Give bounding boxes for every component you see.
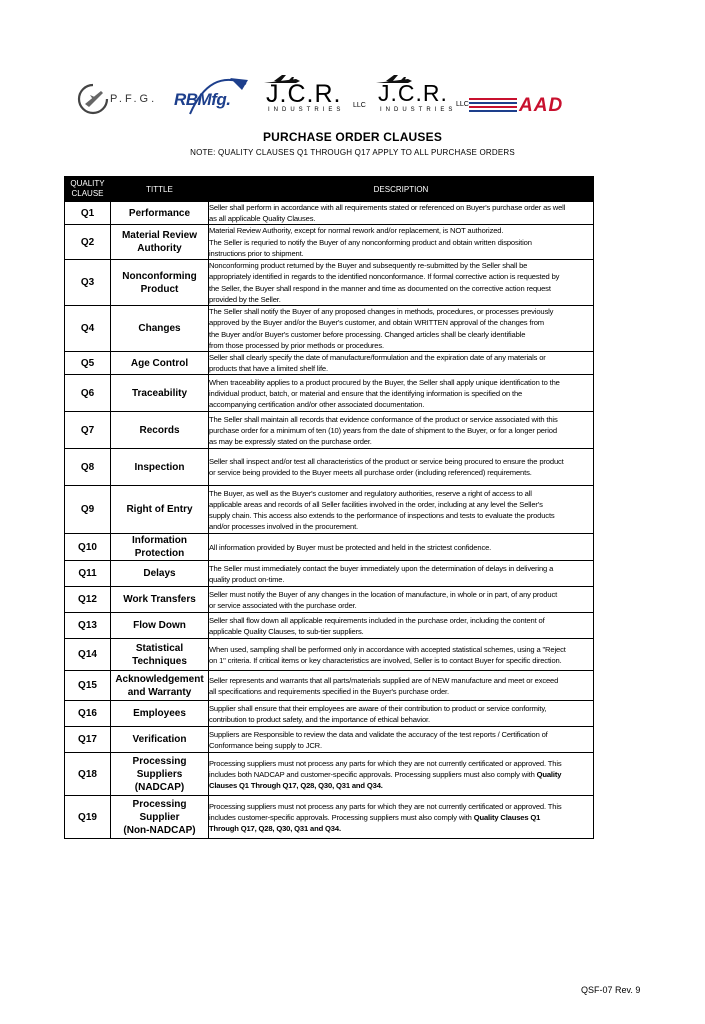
description-line <box>209 644 593 655</box>
description-text: applicable Quality Clauses, to sub-tier suppliers. <box>209 626 364 636</box>
description-line <box>209 306 593 317</box>
clause-code: Q1 <box>65 202 111 225</box>
clause-title-line: Work Transfers <box>123 594 196 606</box>
clause-title-line: Techniques <box>132 655 187 667</box>
description-line <box>209 655 593 666</box>
clause-title-line: Right of Entry <box>126 504 193 516</box>
clause-title <box>111 202 209 225</box>
clause-title-line: Product <box>140 283 179 295</box>
clause-title <box>111 587 209 613</box>
clause-title <box>111 225 209 260</box>
description-line <box>209 600 593 611</box>
clause-code: Q10 <box>65 534 111 561</box>
table-header-row <box>65 177 594 202</box>
clause-title-line: Supplier <box>139 811 180 823</box>
page-note: NOTE: QUALITY CLAUSES Q1 THROUGH Q17 APPLY TO ALL PURCHASE ORDERS <box>190 148 515 157</box>
description-text: or service associated with the purchase order. <box>209 600 357 610</box>
description-line <box>209 352 593 363</box>
table-row <box>65 306 594 352</box>
header-clause-line1: QUALITY <box>70 179 105 188</box>
clause-description <box>209 587 594 613</box>
description-line <box>209 801 593 812</box>
clause-title <box>111 753 209 796</box>
description-text: includes both NADCAP and customer-specific approvals. Processing suppliers must also comply with <box>209 769 537 779</box>
clause-description <box>209 352 594 375</box>
description-line <box>209 248 593 259</box>
clause-title-line: Protection <box>134 548 185 560</box>
description-line <box>209 467 593 478</box>
description-text: Seller must notify the Buyer of any changes in the location of manufacture, in whole or in part, of any product <box>209 589 558 599</box>
jcr-logo-text: J.C.R. <box>266 80 342 108</box>
table-row <box>65 260 594 306</box>
clause-title-line: and Warranty <box>127 686 192 698</box>
description-line <box>209 377 593 388</box>
description-text: Processing suppliers must not process any parts for which they are not currently certificated or approved. This <box>209 801 562 811</box>
clause-description <box>209 412 594 449</box>
clause-title-line: Flow Down <box>133 620 186 632</box>
description-line <box>209 589 593 600</box>
description-text: accompanying certification and/or other associated documentation. <box>209 400 425 410</box>
description-text: Seller shall clearly specify the date of manufacture/formulation and the expiration date of any materials or <box>209 353 546 363</box>
table-row <box>65 449 594 486</box>
description-text: Nonconforming product returned by the Buyer and subsequently re-submitted by the Seller shall be <box>209 261 528 271</box>
clause-code: Q16 <box>65 701 111 727</box>
clause-title-line: Traceability <box>131 387 188 399</box>
description-text: appropriately identified in regards to the identified nonconformance. If formal corrective action is requested by <box>209 272 560 282</box>
clause-title-line: (Non-NADCAP) <box>123 824 196 836</box>
description-text: as may be expressly stated on the purchase order. <box>209 437 372 447</box>
description-line <box>209 703 593 714</box>
description-line <box>209 563 593 574</box>
clause-code: Q9 <box>65 486 111 534</box>
table-row <box>65 561 594 587</box>
clause-description <box>209 796 594 839</box>
clause-title-line: Age Control <box>130 357 189 369</box>
clause-code: Q12 <box>65 587 111 613</box>
description-line <box>209 225 593 236</box>
clause-title-line: Acknowledgement <box>115 673 204 685</box>
description-text: When used, sampling shall be performed only in accordance with accepted statistical schemes, using a "Reject <box>209 644 566 654</box>
description-text: purchase order for a minimum of ten (10) years from the date of shipment to the Buyer, or for a longer period <box>209 425 557 435</box>
clause-title <box>111 671 209 701</box>
description-line <box>209 510 593 521</box>
jcr-logo-1 <box>258 74 368 122</box>
clause-code: Q6 <box>65 375 111 412</box>
clause-title <box>111 352 209 375</box>
description-line <box>209 499 593 510</box>
description-line <box>209 675 593 686</box>
description-line <box>209 521 593 532</box>
description-text: the Seller, the Buyer shall respond in the manner and time as documented on the corrective action request <box>209 283 551 293</box>
description-text: approved by the Buyer and/or the Buyer's customer, and obtain WRITTEN approval of the changes from <box>209 318 544 328</box>
description-text: applicable areas and records of all Seller facilities involved in the order, including at any level the Seller's <box>209 499 543 509</box>
description-line <box>209 388 593 399</box>
description-line <box>209 758 593 769</box>
clause-title <box>111 534 209 561</box>
description-text: contribution to product safety, and the importance of ethical behavior. <box>209 714 430 724</box>
description-line <box>209 615 593 626</box>
description-line <box>209 340 593 351</box>
clause-code: Q8 <box>65 449 111 486</box>
description-line <box>209 213 593 224</box>
description-text: Seller shall inspect and/or test all characteristics of the product or service being procured to ensure the product <box>209 457 564 467</box>
clause-title-line: (NADCAP) <box>134 781 185 793</box>
clause-title-line: Performance <box>128 207 191 219</box>
description-line <box>209 237 593 248</box>
table-row <box>65 727 594 753</box>
description-text: Seller shall perform in accordance with all requirements stated or referenced on Buyer's purchase order as well <box>209 203 566 212</box>
clause-code: Q4 <box>65 306 111 352</box>
table-row <box>65 701 594 727</box>
description-text: The Seller shall notify the Buyer of any proposed changes in methods, procedures, or processes previously <box>209 307 554 317</box>
clause-description <box>209 260 594 306</box>
description-text: When traceability applies to a product procured by the Buyer, the Seller shall apply unique identification to the <box>209 377 560 387</box>
description-text: all specifications and requirements specified in the Buyer's purchase order. <box>209 686 449 696</box>
table-row <box>65 671 594 701</box>
description-text: and/or processes involved in the procurement. <box>209 522 359 532</box>
clause-title <box>111 486 209 534</box>
header-description: DESCRIPTION <box>209 177 594 202</box>
clause-description <box>209 701 594 727</box>
clause-title <box>111 701 209 727</box>
clause-code: Q5 <box>65 352 111 375</box>
clause-code: Q15 <box>65 671 111 701</box>
description-bold-text: Quality Clauses Q1 <box>473 812 541 822</box>
table-row <box>65 613 594 639</box>
description-line <box>209 456 593 467</box>
rbm-logo-text: RBMfg. <box>174 90 231 109</box>
description-text: The Seller shall maintain all records that evidence conformance of the product or service associated with this <box>209 414 558 424</box>
clause-title <box>111 613 209 639</box>
clause-description <box>209 306 594 352</box>
description-text: individual product, batch, or material and ensure that the identifying information is specified on the <box>209 388 523 398</box>
description-line <box>209 729 593 740</box>
description-line <box>209 202 593 213</box>
description-text: Conformance being supply to JCR. <box>209 740 322 750</box>
jcr-llc-text: LLC <box>353 102 366 109</box>
clause-code: Q11 <box>65 561 111 587</box>
description-line <box>209 542 593 553</box>
description-text: Processing suppliers must not process any parts for which they are not currently certificated or approved. This <box>209 758 562 768</box>
description-text: Suppliers are Responsible to review the data and validate the accuracy of the test reports / Certification of <box>209 729 548 739</box>
description-line <box>209 686 593 697</box>
clause-title <box>111 412 209 449</box>
description-bold-text: Through Q17, Q28, Q30, Q31 and Q34. <box>209 824 341 834</box>
clause-title-line: Authority <box>137 243 182 255</box>
jcr-logo-2 <box>370 74 470 122</box>
description-line <box>209 283 593 294</box>
description-bold-text: Clauses Q1 Through Q17, Q28, Q30, Q31 and Q34. <box>209 781 383 791</box>
description-line <box>209 812 593 823</box>
table-row <box>65 352 594 375</box>
description-text: or service being provided to the Buyer meets all purchase order (including referenced) requirements. <box>209 468 532 478</box>
clause-code: Q14 <box>65 639 111 671</box>
clause-title <box>111 449 209 486</box>
jcr-llc-text: LLC <box>456 101 469 108</box>
description-line <box>209 399 593 410</box>
description-line <box>209 425 593 436</box>
description-line <box>209 271 593 282</box>
clause-description <box>209 375 594 412</box>
description-line <box>209 294 593 305</box>
page-title: PURCHASE ORDER CLAUSES <box>262 130 443 144</box>
clause-title <box>111 727 209 753</box>
clause-title-line: Changes <box>138 323 181 335</box>
clause-code: Q13 <box>65 613 111 639</box>
clause-code: Q18 <box>65 753 111 796</box>
clause-code: Q3 <box>65 260 111 306</box>
description-text: from those processed by prior methods or procedures. <box>209 340 384 350</box>
table-row <box>65 486 594 534</box>
clause-title <box>111 796 209 839</box>
clause-title <box>111 561 209 587</box>
description-text: supply chain. This access also extends to the performance of inspections and tests to evaluate the products <box>209 510 555 520</box>
clause-code: Q2 <box>65 225 111 260</box>
description-text: All information provided by Buyer must be protected and held in the strictest confidence. <box>209 542 492 552</box>
table-row <box>65 639 594 671</box>
table-row <box>65 375 594 412</box>
description-line <box>209 363 593 374</box>
table-body <box>65 202 594 839</box>
clause-description <box>209 561 594 587</box>
clause-title-line: Information <box>132 535 187 547</box>
clause-title-line: Verification <box>132 734 187 746</box>
description-line <box>209 488 593 499</box>
description-line <box>209 769 593 780</box>
table-row <box>65 225 594 260</box>
clauses-table <box>64 176 594 839</box>
description-text: The Seller is requried to notify the Buyer of any nonconforming product and obtain written disposition <box>209 237 532 247</box>
clause-description <box>209 534 594 561</box>
table-row <box>65 534 594 561</box>
description-text: includes customer-specific approvals. Processing suppliers must also comply with <box>209 812 474 822</box>
clause-description <box>209 639 594 671</box>
description-text: products that have a limited shelf life. <box>209 364 328 374</box>
description-text: Seller represents and warrants that all parts/materials supplied are of NEW manufacture and meet or exceed <box>209 675 559 685</box>
clause-description <box>209 202 594 225</box>
description-text: as all applicable Quality Clauses. <box>209 214 316 224</box>
clause-description <box>209 225 594 260</box>
description-text: Material Review Authority, except for normal rework and/or replacement, is NOT authorized. <box>209 226 504 236</box>
jcr-industries-text: INDUSTRIES <box>268 107 345 113</box>
clause-title-line: Statistical <box>135 642 184 654</box>
description-text: The Seller must immediately contact the buyer immediately upon the determination of delays in delivering a <box>209 563 554 573</box>
jcr-industries-text: INDUSTRIES <box>380 107 457 113</box>
clause-title <box>111 306 209 352</box>
description-text: instructions prior to shipment. <box>209 248 304 258</box>
clause-title <box>111 260 209 306</box>
clause-title-line: Processing <box>132 755 187 767</box>
clause-description <box>209 449 594 486</box>
description-line <box>209 780 593 791</box>
description-line <box>209 317 593 328</box>
clause-description <box>209 727 594 753</box>
form-revision: QSF-07 Rev. 9 <box>581 985 641 995</box>
description-text: on 1" criteria. If critical items or key characteristics are involved, Seller is to contact Buyer for specific direction. <box>209 655 562 665</box>
clause-title-line: Records <box>139 424 180 436</box>
clause-title-line: Inspection <box>134 461 185 473</box>
clause-description <box>209 671 594 701</box>
description-line <box>209 626 593 637</box>
clause-description <box>209 486 594 534</box>
table-row <box>65 202 594 225</box>
clause-title-line: Nonconforming <box>122 270 197 282</box>
header-quality-clause <box>65 177 111 202</box>
pfg-logo <box>76 82 171 118</box>
description-bold-text: Quality <box>536 769 562 779</box>
table-row <box>65 796 594 839</box>
clause-code: Q17 <box>65 727 111 753</box>
aad-logo <box>469 96 591 116</box>
description-line <box>209 740 593 751</box>
description-line <box>209 823 593 834</box>
description-text: Seller shall flow down all applicable requirements included in the purchase order, including the content of <box>209 615 545 625</box>
header-clause-line2: CLAUSE <box>71 189 104 198</box>
clause-code: Q7 <box>65 412 111 449</box>
description-line <box>209 414 593 425</box>
description-text: the Buyer and/or Buyer's customer before processing. Changed articles shall be clearly identifiable <box>209 329 526 339</box>
header-title: TITTLE <box>111 177 209 202</box>
airplane-icon <box>76 82 110 116</box>
clause-title-line: Employees <box>133 708 186 720</box>
description-line <box>209 574 593 585</box>
clause-description <box>209 753 594 796</box>
clause-description <box>209 613 594 639</box>
description-line <box>209 714 593 725</box>
clause-title-line: Delays <box>143 568 176 580</box>
description-text: provided by the Seller. <box>209 294 281 304</box>
table-row <box>65 587 594 613</box>
clause-code: Q19 <box>65 796 111 839</box>
aad-logo-text: AAD <box>519 95 564 116</box>
description-line <box>209 329 593 340</box>
jcr-logo-text: J.C.R. <box>378 80 448 106</box>
description-line <box>209 260 593 271</box>
description-text: quality product on-time. <box>209 574 285 584</box>
description-text: The Buyer, as well as the Buyer's customer and regulatory authorities, reserve a right of access to all <box>209 488 532 498</box>
clause-title-line: Processing <box>132 798 187 810</box>
clause-title <box>111 639 209 671</box>
description-text: Supplier shall ensure that their employees are aware of their contribution to product or service conformity, <box>209 703 547 713</box>
pfg-logo-text: P.F.G. <box>110 93 158 105</box>
table-row <box>65 753 594 796</box>
clause-title-line: Material Review <box>121 230 198 242</box>
clause-title-line: Suppliers <box>136 768 183 780</box>
description-line <box>209 436 593 447</box>
clause-title <box>111 375 209 412</box>
logo-bar <box>0 74 705 124</box>
table-row <box>65 412 594 449</box>
rbm-logo <box>170 74 252 120</box>
